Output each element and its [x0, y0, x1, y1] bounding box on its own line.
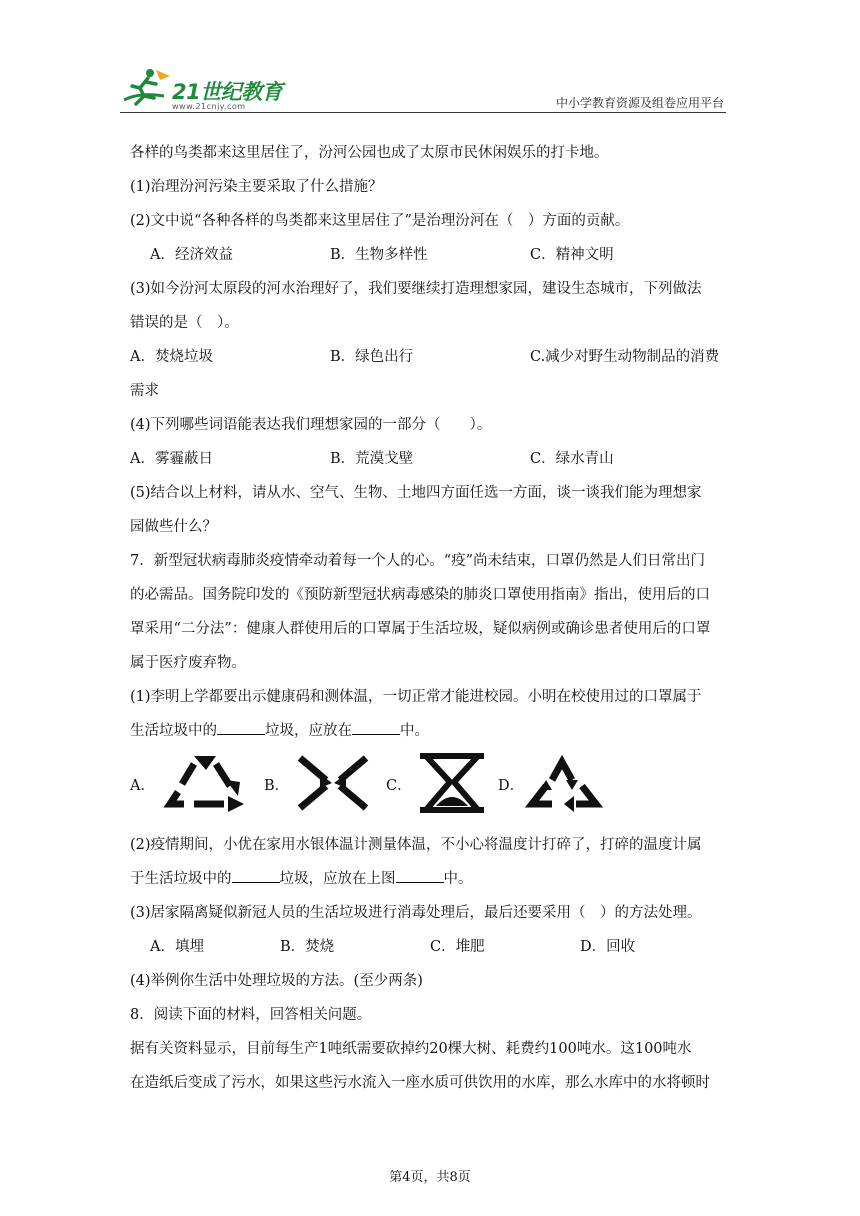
harmful-waste-cross-icon — [290, 750, 376, 816]
text-line: 属于医疗废弃物。 — [130, 655, 246, 671]
text-line: 错误的是（ ）。 — [130, 315, 239, 331]
logo-text: 21世纪教育 — [172, 80, 283, 104]
option-c: C.减少对野生动物制品的消费 — [530, 349, 720, 365]
question-7-2: (2)疫情期间，小优在家用水银体温计测量体温，不小心将温度计打碎了，打碎的温度计属 — [130, 837, 702, 853]
recycling-symbols — [130, 750, 730, 822]
symbol-label-b: B． — [264, 778, 290, 794]
option-c: C．堆肥 — [430, 939, 485, 955]
option-b: B．焚烧 — [280, 939, 335, 955]
question-7-3: (3)居家隔离疑似新冠人员的生活垃圾进行消毒处理后，最后还要采用（ ）的方法处理。 — [130, 905, 702, 921]
option-a: A．焚烧垃圾 — [130, 349, 213, 365]
question-6-5: (5)结合以上材料，请从水、空气、生物、土地四方面任选一方面，谈一谈我们能为理想家 — [130, 485, 702, 501]
option-c: C．绿水青山 — [530, 451, 614, 467]
option-a: A．雾霾蔽日 — [130, 451, 213, 467]
answer-blank — [352, 720, 400, 735]
question-7-4: (4)举例你生活中处理垃圾的方法。(至少两条) — [130, 973, 423, 989]
hourglass-waste-icon — [412, 750, 492, 816]
header-divider — [120, 112, 726, 113]
question-6-4-options — [130, 442, 730, 476]
option-b: B．荒漠戈壁 — [330, 451, 414, 467]
question-8: 8．阅读下面的材料，回答相关问题。 — [130, 1007, 372, 1023]
answer-blank — [217, 720, 265, 735]
logo-url: www.21cnjy.com — [172, 102, 246, 111]
page-header — [120, 66, 726, 114]
option-a: A．经济效益 — [150, 247, 233, 263]
text-line: 据有关资料显示，目前每生产1吨纸需要砍掉约20棵大树、耗费约100吨水。这100吨水 — [130, 1041, 692, 1057]
question-7-3-options — [130, 930, 730, 964]
option-b: B．绿色出行 — [330, 349, 414, 365]
question-6-3: (3)如今汾河太原段的河水治理好了，我们要继续打造理想家园，建设生态城市，下列做法 — [130, 281, 702, 297]
symbol-label-d: D． — [498, 778, 525, 794]
question-6-3-options — [130, 340, 730, 374]
option-b: B．生物多样性 — [330, 247, 428, 263]
answer-blank — [396, 868, 444, 883]
symbol-label-c: C． — [386, 778, 412, 794]
question-6-4: (4)下列哪些词语能表达我们理想家园的一部分（ ）。 — [130, 417, 492, 433]
page-number: 第4页，共8页 — [389, 1170, 471, 1185]
text-line: 的必需品。国务院印发的《预防新型冠状病毒感染的肺炎口罩使用指南》指出，使用后的口 — [130, 587, 710, 603]
text-line: 各样的鸟类都来这里居住了，汾河公园也成了太原市民休闲娱乐的打卡地。 — [130, 145, 609, 161]
page-content — [130, 136, 730, 1100]
recyclable-triangle-icon — [522, 750, 606, 816]
question-6-2-options — [130, 238, 730, 272]
text-line: 罩采用“二分法”：健康人群使用后的口罩属于生活垃圾，疑似病例或确诊患者使用后的口罩 — [130, 621, 711, 637]
question-6-1: (1)治理汾河污染主要采取了什么措施？ — [130, 179, 383, 195]
question-7-1: (1)李明上学都要出示健康码和测体温，一切正常才能进校园。小明在校使用过的口罩属于 — [130, 689, 702, 705]
text-line: 在造纸后变成了污水，如果这些污水流入一座水质可供饮用的水库，那么水库中的水将顿时 — [130, 1075, 710, 1091]
platform-name: 中小学教育资源及组卷应用平台 — [555, 96, 724, 110]
option-d: D．回收 — [580, 939, 636, 955]
question-6-2: (2)文中说“各种各样的鸟类都来这里居住了”是治理汾河在（ ）方面的贡献。 — [130, 213, 630, 229]
answer-blank — [232, 868, 280, 883]
question-7-1-blanks: 生活垃圾中的 垃圾，应放在 中。 — [130, 714, 730, 748]
question-7-2-blanks: 于生活垃圾中的 垃圾，应放在上图 中。 — [130, 862, 730, 896]
recycle-triangle-icon — [154, 750, 254, 816]
text-line: 需求 — [130, 383, 159, 399]
symbol-label-a: A． — [130, 778, 155, 794]
text-line: 园做些什么？ — [130, 519, 217, 535]
option-c: C．精神文明 — [530, 247, 614, 263]
option-a: A．填埋 — [150, 939, 204, 955]
question-7: 7．新型冠状病毒肺炎疫情牵动着每一个人的心。“疫”尚未结束，口罩仍然是人们日常出门 — [130, 553, 706, 569]
